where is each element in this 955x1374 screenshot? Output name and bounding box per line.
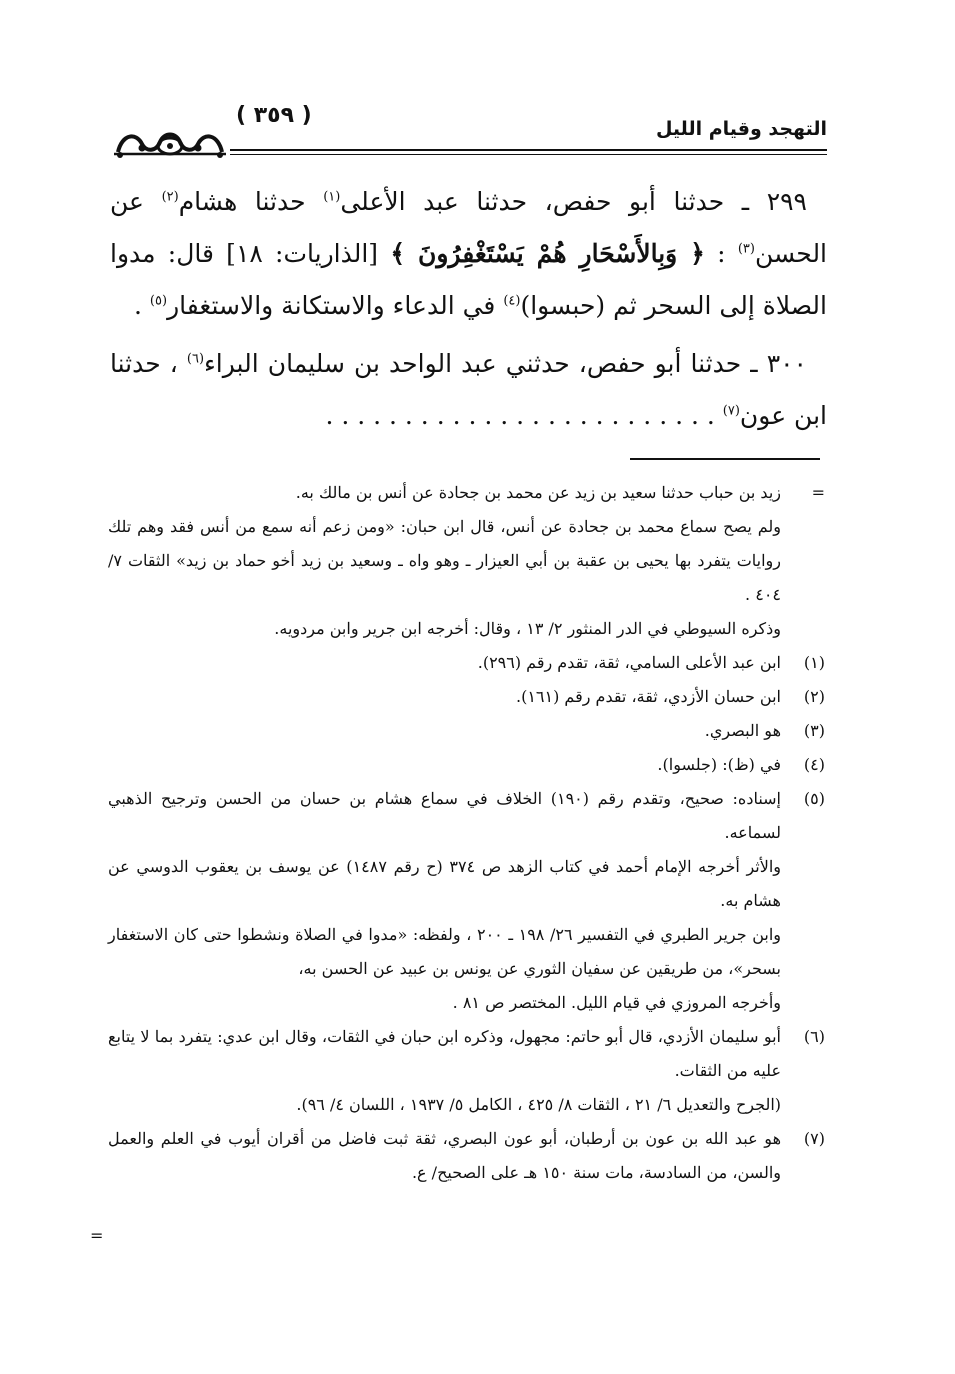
footnote-line: ابن حسان الأزدي، ثقة، تقدم رقم (١٦١). [515,687,781,706]
footnote-number: (٣) [803,721,825,740]
footnote-number: (٤) [803,755,825,774]
ellipsis-dots: . . . . . . . . . . . . . . . . . . . . . . . . . [325,401,723,430]
footnote-line: زيد بن حباب حدثنا سعيد بن زيد عن محمد بن جحادة عن أنس بن مالك به. [295,483,781,502]
continuation-mark-end: = [90,1226,104,1245]
footnote-line: (الجرح والتعديل ٦/ ٢١ ، الثقات ٨/ ٤٢٥ ، الكامل ٥/ ١٩٣٧ ، اللسان ٤/ ٩٦). [296,1095,781,1114]
footnote-number: (٥) [803,789,825,808]
header-rule-thin [230,154,827,155]
footnote-line: وابن جرير الطبري في التفسير ٢٦/ ١٩٨ ـ ٢٠٠ ، ولفظه: «مدوا في الصلاة ونشطوا حتى كان الاستغفار بسحر»، من طريقين عن سفيان الثوري عن يونس بن عبيد عن الحسن به، [108,925,782,978]
footnote-3 [108,714,825,748]
footnote-line: وذكره السيوطي في الدر المنثور ٢/ ١٣ ، وقال: أخرجه ابن جرير وابن مردويه. [274,619,781,638]
hadith-text: . [134,291,150,320]
footnote-line: ابن عبد الأعلى السامي، ثقة، تقدم رقم (٢٩٦). [477,653,781,672]
hadith-300 [110,338,827,442]
running-header-title: التهجد وقيام الليل [655,118,827,140]
footnote-line: إسناده: صحيح، وتقدم رقم (١٩٠) الخلاف في سماع هشام بن حسان من الحسن وترجيح الذهبي لسماعه. [108,789,781,842]
hadith-text: ٢٩٩ ـ حدثنا أبو حفص، حدثنا عبد الأعلى [340,187,807,216]
footnote-ref: (١) [323,189,341,205]
quran-verse: ﴿ وَبِالأَسْحَارِ هُمْ يَسْتَغْفِرُونَ ﴾ [390,239,705,268]
hadith-text: عن الحسن [110,187,828,268]
footnote-line: وأخرجه المروزي في قيام الليل. المختصر ص ٨١ . [452,993,781,1012]
footnotes [108,476,825,1190]
footnote-ref: (٤) [503,293,521,309]
hadith-text: في الدعاء والاستكانة والاستغفار [167,291,504,320]
footnote-number: (١) [803,653,825,672]
footnote-line: في (ظ): (جلسوا). [657,755,781,774]
hadith-text: ، حدثنا ابن عون [110,349,827,430]
footnote-2 [108,680,825,714]
footnote-5 [108,782,825,1020]
hadith-text: : [704,239,738,268]
ornament-icon [112,122,228,162]
footnote-4 [108,748,825,782]
continuation-marker: = [811,483,825,502]
footnote-ref: (٣) [737,241,755,257]
hadith-text: حدثنا هشام [178,187,324,216]
footnote-ref: (٧) [722,403,740,419]
footnote-separator [630,458,820,460]
main-text [110,176,827,442]
footnote-number: (٦) [803,1027,825,1046]
page-number: ( ٣٥٩ ) [236,103,312,128]
footnote-ref: (٥) [149,293,168,309]
header-rule [230,149,827,151]
footnote-line: هو عبد الله بن عون بن أرطبان، أبو عون البصري، ثقة ثبت فاضل من أقران أيوب في العلم والعمل والسن، من السادسة، مات سنة ١٥٠ هـ على الصحيح/ ع. [108,1129,781,1182]
footnote-line: ولم يصح سماع محمد بن جحادة عن أنس، قال ابن حبان: «ومن زعم أنه سمع من أنس فقد وهم تلك روايات يتفرد بها يحيى بن عقبة بن أبي العيزار ـ وهو واه ـ وسعيد بن زيد أخو حماد بن زيد» الثقات ٧/ ٤٠٤ . [108,517,781,604]
hadith-text: ٣٠٠ ـ حدثنا أبو حفص، حدثني عبد الواحد بن سليمان البراء [204,349,807,378]
footnote-6 [108,1020,825,1122]
footnote-ref: (٢) [161,189,179,205]
footnote-number: (٢) [803,687,825,706]
footnote-continuation [108,476,825,646]
footnote-line: هو البصري. [704,721,781,740]
footnote-7 [108,1122,825,1190]
footnote-ref: (٦) [186,351,205,367]
hadith-299 [110,176,827,332]
footnote-line: أبو سليمان الأزدي، قال أبو حاتم: مجهول، وذكره ابن حبان في الثقات، وقال ابن عدي: يتفرد بما لا يتابع عليه من الثقات. [108,1027,781,1080]
hadith-text: [الذاريات: ١٨] قال: مدوا الصلاة إلى السحر ثم (حبسوا) [110,239,827,320]
footnote-1 [108,646,825,680]
footnote-line: والأثر أخرجه الإمام أحمد في كتاب الزهد ص ٣٧٤ (ح رقم ١٤٨٧) عن يوسف بن يعقوب الدوسي عن هشام به. [108,857,782,910]
footnote-number: (٧) [803,1129,825,1148]
